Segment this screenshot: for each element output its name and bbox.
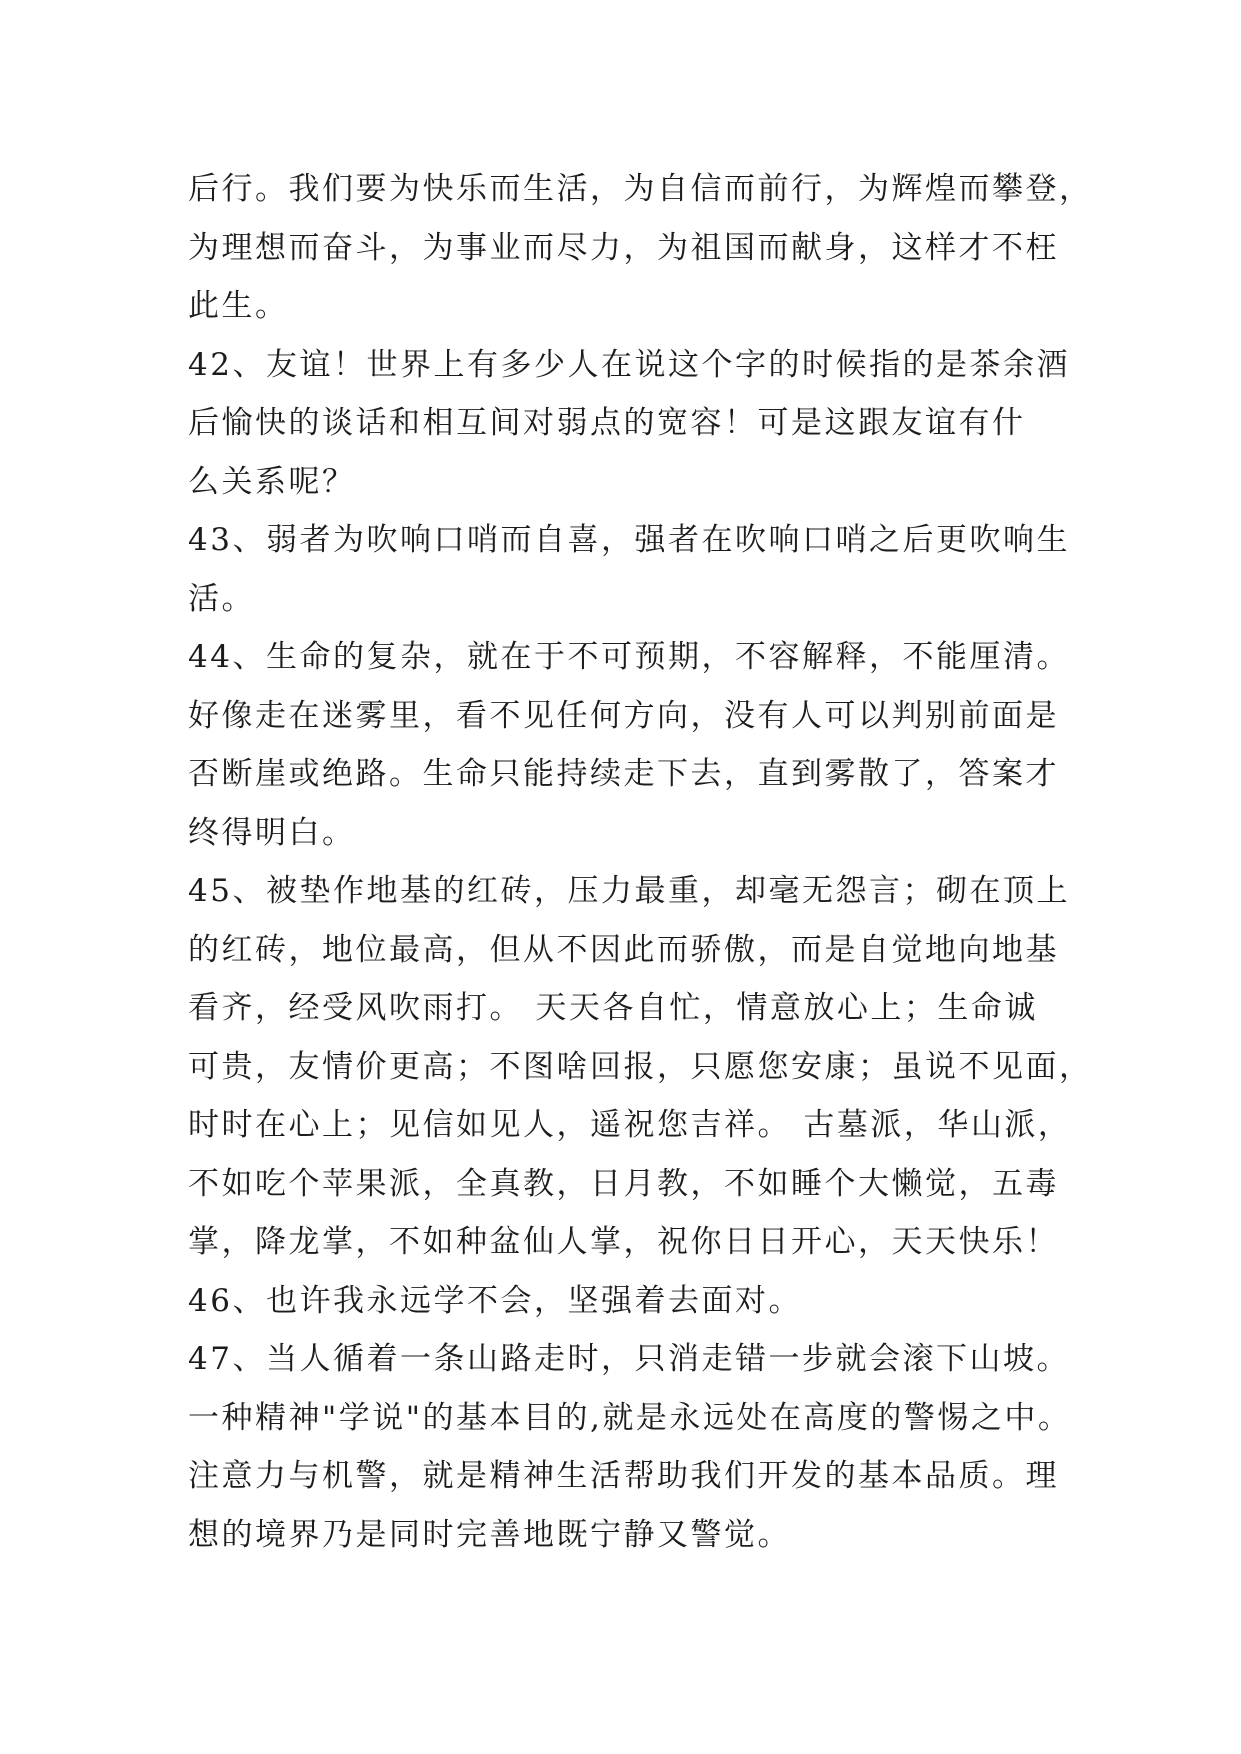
text-line: 注意力与机警，就是精神生活帮助我们开发的基本品质。理: [188, 1458, 1059, 1494]
text-line: 42、友谊！世界上有多少人在说这个字的时候指的是茶余酒: [188, 346, 1070, 383]
text-line: 时时在心上；见信如见人，遥祝您吉祥。 古墓派，华山派，: [188, 1107, 1072, 1143]
text-line: 活。: [188, 580, 255, 617]
text-line: 一种精神"学说"的基本目的,就是永远处在高度的警惕之中。: [188, 1399, 1072, 1436]
text-line: 看齐，经受风吹雨打。 天天各自忙，情意放心上；生命诚: [188, 990, 1038, 1026]
text-line: 43、弱者为吹响口哨而自喜，强者在吹响口哨之后更吹响生: [188, 522, 1070, 558]
text-line: 后行。我们要为快乐而生活，为自信而前行，为辉煌而攀登，: [188, 171, 1093, 207]
text-line: 不如吃个苹果派，全真教，日月教，不如睡个大懒觉，五毒: [188, 1165, 1059, 1202]
text-line: 否断崖或绝路。生命只能持续走下去，直到雾散了，答案才: [188, 756, 1059, 792]
text-line: 此生。: [188, 288, 289, 324]
text-line: 想的境界乃是同时完善地既宁静又警觉。: [188, 1516, 791, 1553]
document-body: [188, 160, 1093, 1564]
text-line: 45、被垫作地基的红砖，压力最重，却毫无怨言；砌在顶上: [188, 873, 1070, 909]
text-line: 终得明白。: [188, 814, 356, 851]
text-line: 44、生命的复杂，就在于不可预期，不容解释，不能厘清。: [188, 639, 1070, 675]
text-line: 掌，降龙掌，不如种盆仙人掌，祝你日日开心，天天快乐！: [188, 1224, 1059, 1260]
text-line: 可贵，友情价更高；不图啥回报，只愿您安康；虽说不见面，: [188, 1048, 1093, 1085]
text-line: 为理想而奋斗，为事业而尽力，为祖国而献身，这样才不枉: [188, 229, 1059, 266]
text-line: 么关系呢？: [188, 463, 356, 500]
text-line: 47、当人循着一条山路走时，只消走错一步就会滚下山坡。: [188, 1341, 1070, 1377]
text-line: 好像走在迷雾里，看不见任何方向，没有人可以判别前面是: [188, 697, 1059, 734]
text-line: 后愉快的谈话和相互间对弱点的宽容！可是这跟友谊有什: [188, 405, 1026, 441]
text-line: 46、也许我永远学不会，坚强着去面对。: [188, 1282, 802, 1319]
text-line: 的红砖，地位最高，但从不因此而骄傲，而是自觉地向地基: [188, 931, 1059, 968]
